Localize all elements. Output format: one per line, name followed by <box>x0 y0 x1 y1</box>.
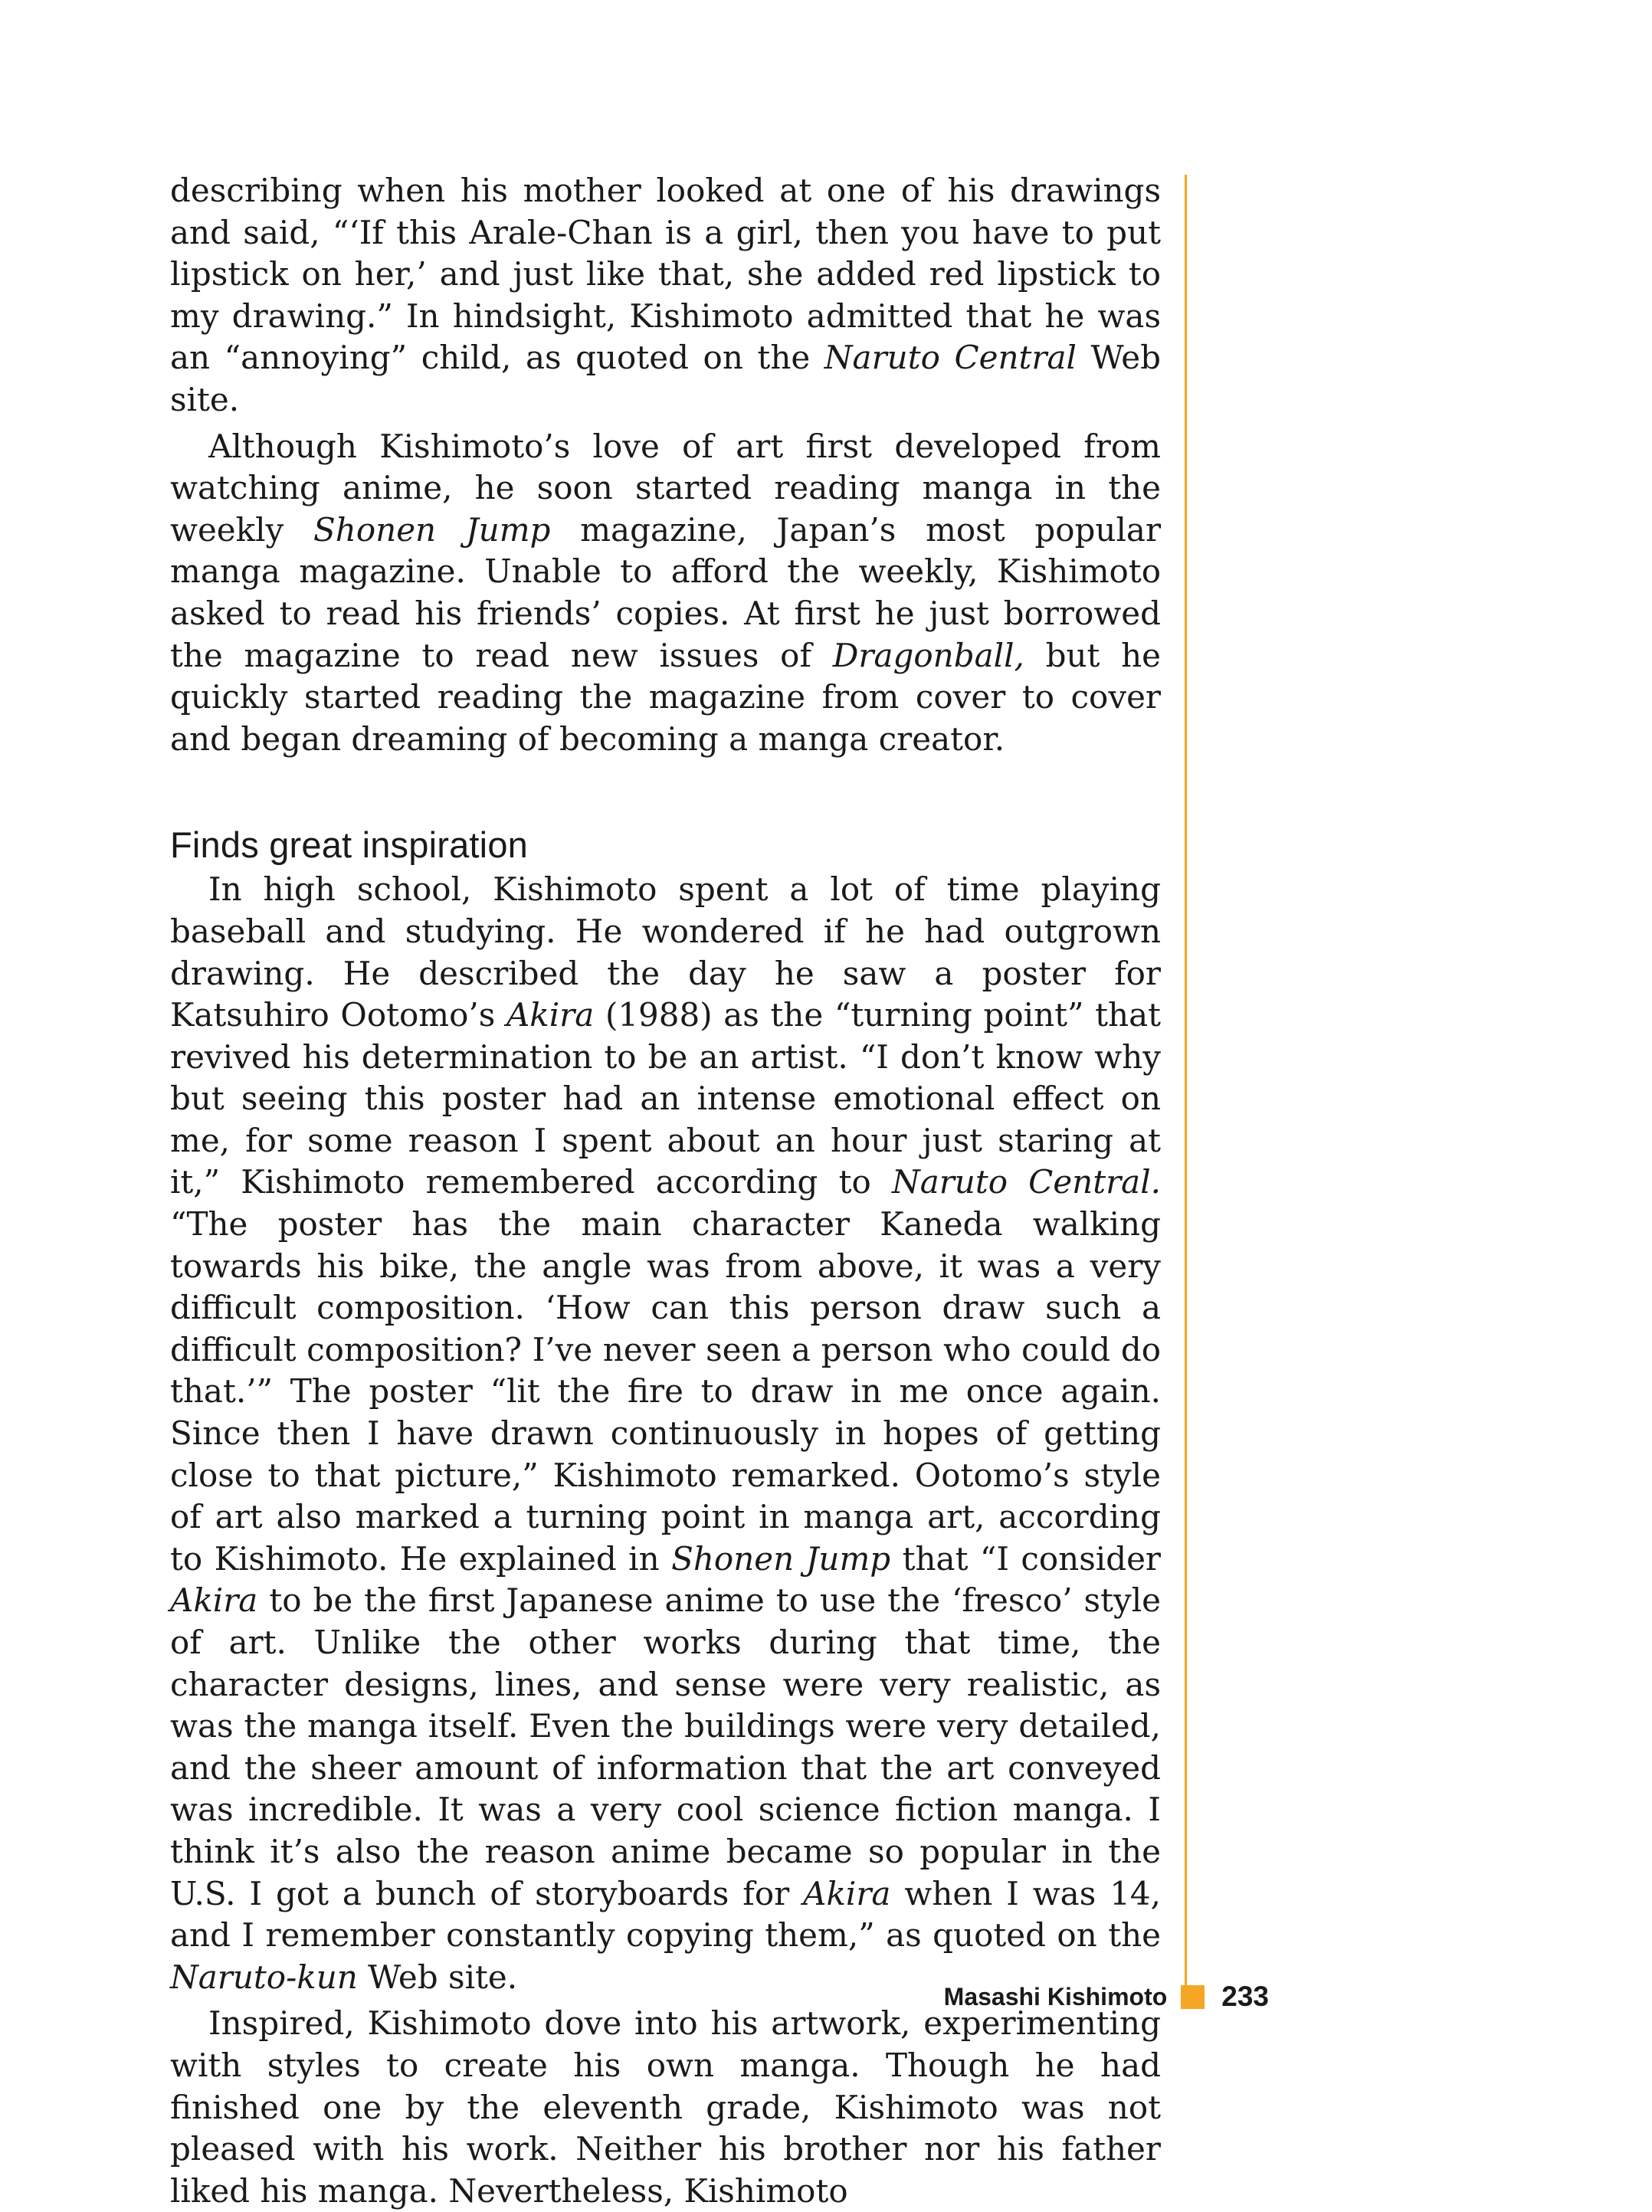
italic-title: Naruto-kun <box>170 1958 358 1996</box>
text-run: describing when his mother looked at one of his drawings and said, “‘If this Arale-Chan is a girl, then you have to put lipstick on her,’ and just like that, she added red lipstick to my drawing.” In hindsight, Kishimoto admitted that he was an “annoying” child, as quoted on the <box>170 172 1161 377</box>
text-run: that “I consider <box>890 1539 1162 1578</box>
square-marker-icon <box>1181 1985 1205 2009</box>
text-run: Inspired, Kishimoto dove into his artwork, experimenting with styles to create his own manga. Though he had finished one by the eleventh grade, Kishimoto was not pleased with his work. Neither his brother nor his father liked his manga. Nevertheless, Kishimoto <box>170 2004 1161 2210</box>
section-heading: Finds great inspiration <box>170 824 529 866</box>
italic-title: Naruto Central. <box>891 1163 1161 1201</box>
margin-rule <box>1185 175 1187 1997</box>
running-title: Masashi Kishimoto <box>943 1982 1168 2010</box>
text-run: magazine, Japan’s most popular manga magazine. Unable to afford the weekly, Kishimoto asked to read his friends’ copies. At first he just borrowed the magazine to read new issues of <box>170 510 1162 674</box>
text-run: but he quickly started reading the magazine from cover to cover and began dreaming of becoming a manga creator. <box>170 636 1162 758</box>
paragraph-3 <box>170 869 1161 1998</box>
text-run: Web site. <box>357 1958 518 1996</box>
italic-title: Shonen Jump <box>313 510 551 549</box>
page-footer <box>944 1981 1269 2013</box>
italic-title: Naruto Central <box>824 339 1077 377</box>
italic-title: Akira <box>506 996 595 1034</box>
italic-title: Akira <box>803 1874 891 1912</box>
italic-title: Dragonball, <box>832 636 1024 674</box>
text-run: when I was 14, and I remember constantly copying them,” as quoted on the <box>170 1874 1161 1955</box>
text-run: (1988) as the “turning point” that revived his determination to be an artist. “I don’t know why but seeing this poster had an intense emotional effect on me, for some reason I spent about an hour just staring at it,” Kishimoto remembered according to <box>170 996 1161 1201</box>
paragraph-4 <box>170 2003 1161 2212</box>
italic-title: Shonen Jump <box>671 1539 891 1578</box>
text-run: Although Kishimoto’s love of art first developed from watching anime, he soon started reading manga in the weekly <box>170 427 1161 549</box>
text-run: Web site. <box>170 339 1161 418</box>
italic-title: Akira <box>170 1581 258 1620</box>
text-column <box>170 170 1161 2212</box>
text-run: to be the first Japanese anime to use the ‘fresco’ style of art. Unlike the other works during that time, the character designs, lines, and sense were very realistic, as was the manga itself. Even the buildings were very detailed, and the sheer amount of information that the art conveyed was incredible. It was a very cool science fiction manga. I think it’s also the reason anime became so popular in the U.S. I got a bunch of storyboards for <box>170 1581 1161 1912</box>
text-run: In high school, Kishimoto spent a lot of time playing baseball and studying. He wondered if he had outgrown drawing. He described the day he saw a poster for Katsuhiro Ootomo’s <box>170 870 1161 1034</box>
text-run: “The poster has the main character Kaneda walking towards his bike, the angle was from above, it was a very difficult composition. ‘How can this person draw such a difficult composition? I’ve never seen a person who could do that.’” The poster “lit the fire to draw in me once again. Since then I have drawn continuously in hopes of getting close to that picture,” Kishimoto remarked. Ootomo’s style of art also marked a turning point in manga art, according to Kishimoto. He explained in <box>170 1205 1161 1578</box>
page-number: 233 <box>1221 1981 1269 2012</box>
paragraph-1 <box>170 170 1161 421</box>
paragraph-2 <box>170 426 1161 761</box>
